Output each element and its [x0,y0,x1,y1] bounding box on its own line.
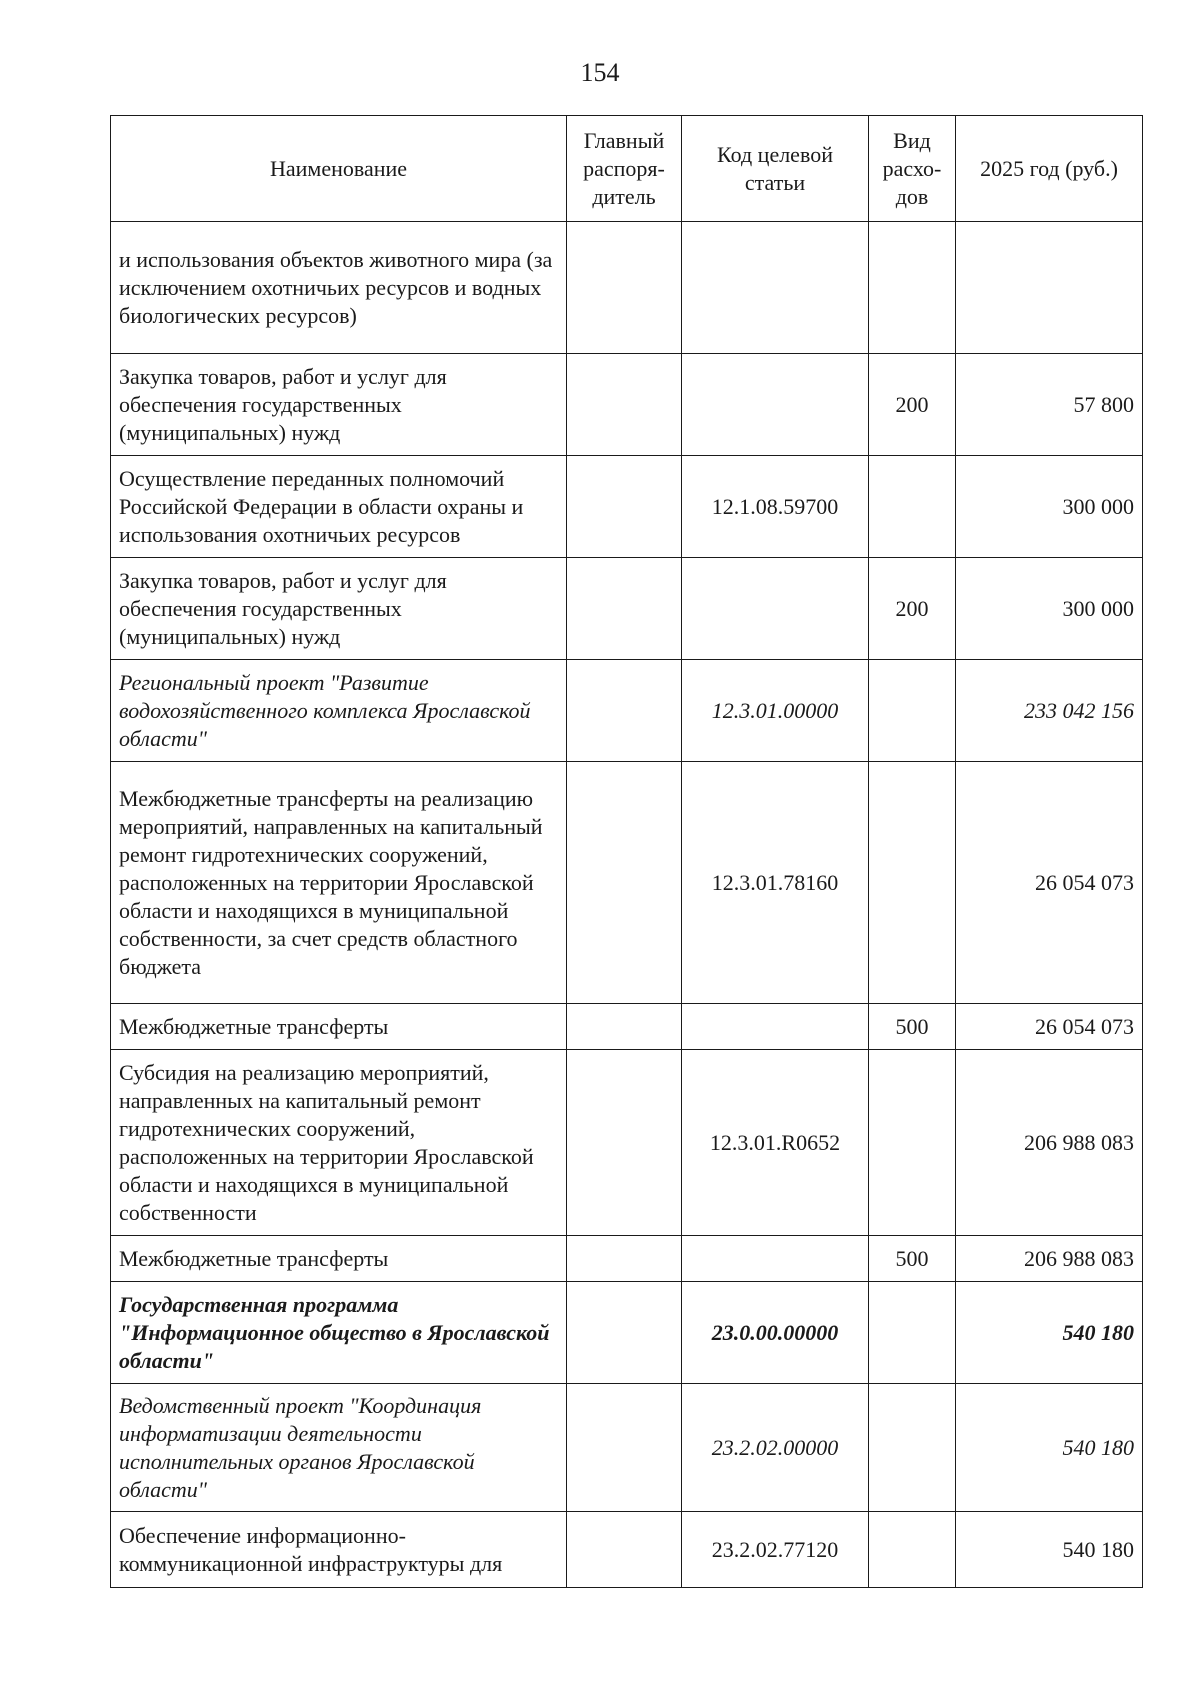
type-cell [869,1512,956,1588]
manager-cell [567,1050,682,1236]
name-cell: Региональный проект "Развитие водохозяйственного комплекса Ярославской области" [111,660,567,762]
manager-cell [567,354,682,456]
name-cell: Обеспечение информационно-коммуникационной инфраструктуры для [111,1512,567,1588]
table-row [111,1282,1143,1384]
table-row [111,1050,1143,1236]
header-manager: Главный распоря-дитель [567,116,682,222]
type-cell: 500 [869,1236,956,1282]
name-cell: Ведомственный проект "Координация информатизации деятельности исполнительных органов Ярославской области" [111,1384,567,1512]
header-amount: 2025 год (руб.) [956,116,1143,222]
header-name: Наименование [111,116,567,222]
name-cell: Межбюджетные трансферты на реализацию мероприятий, направленных на капитальный ремонт гидротехнических сооружений, расположенных на территории Ярославской области и находящихся в муниципальной собственности, за счет средств областного бюджета [111,762,567,1004]
type-cell [869,222,956,354]
name-cell: Закупка товаров, работ и услуг для обеспечения государственных (муниципальных) нужд [111,558,567,660]
manager-cell [567,222,682,354]
code-cell [682,354,869,456]
code-cell: 23.2.02.77120 [682,1512,869,1588]
code-cell [682,558,869,660]
manager-cell [567,1512,682,1588]
table-row [111,762,1143,1004]
manager-cell [567,456,682,558]
code-cell: 23.0.00.00000 [682,1282,869,1384]
amount-cell: 300 000 [956,558,1143,660]
type-cell [869,1050,956,1236]
manager-cell [567,1236,682,1282]
manager-cell [567,762,682,1004]
table-row [111,660,1143,762]
table-row [111,558,1143,660]
amount-cell: 540 180 [956,1512,1143,1588]
table-header [111,116,1143,222]
amount-cell: 540 180 [956,1282,1143,1384]
code-cell [682,1004,869,1050]
amount-cell: 540 180 [956,1384,1143,1512]
name-cell: Межбюджетные трансферты [111,1236,567,1282]
table-row [111,1236,1143,1282]
manager-cell [567,1384,682,1512]
name-cell: Закупка товаров, работ и услуг для обеспечения государственных (муниципальных) нужд [111,354,567,456]
budget-table [110,115,1143,1588]
code-cell: 12.3.01.R0652 [682,1050,869,1236]
page-number: 154 [580,58,620,87]
header-code: Код целевой статьи [682,116,869,222]
name-cell: Межбюджетные трансферты [111,1004,567,1050]
name-cell: Осуществление переданных полномочий Российской Федерации в области охраны и использования охотничьих ресурсов [111,456,567,558]
table-row [111,222,1143,354]
type-cell: 500 [869,1004,956,1050]
amount-cell: 26 054 073 [956,1004,1143,1050]
code-cell: 12.1.08.59700 [682,456,869,558]
type-cell [869,1282,956,1384]
amount-cell [956,222,1143,354]
type-cell: 200 [869,354,956,456]
name-cell: Государственная программа "Информационное общество в Ярославской области" [111,1282,567,1384]
type-cell [869,456,956,558]
name-cell: Субсидия на реализацию мероприятий, направленных на капитальный ремонт гидротехнических сооружений, расположенных на территории Ярославской области и находящихся в муниципальной собственности [111,1050,567,1236]
amount-cell: 206 988 083 [956,1050,1143,1236]
manager-cell [567,558,682,660]
amount-cell: 26 054 073 [956,762,1143,1004]
code-cell: 12.3.01.00000 [682,660,869,762]
amount-cell: 300 000 [956,456,1143,558]
type-cell [869,762,956,1004]
table-body [111,222,1143,1588]
table-row [111,1512,1143,1588]
table-row [111,456,1143,558]
name-cell: и использования объектов животного мира (за исключением охотничьих ресурсов и водных биологических ресурсов) [111,222,567,354]
amount-cell: 57 800 [956,354,1143,456]
type-cell [869,660,956,762]
code-cell [682,1236,869,1282]
table-row [111,354,1143,456]
manager-cell [567,1282,682,1384]
code-cell: 12.3.01.78160 [682,762,869,1004]
code-cell: 23.2.02.00000 [682,1384,869,1512]
header-type: Вид расхо-дов [869,116,956,222]
manager-cell [567,660,682,762]
code-cell [682,222,869,354]
amount-cell: 206 988 083 [956,1236,1143,1282]
table-row [111,1004,1143,1050]
type-cell: 200 [869,558,956,660]
amount-cell: 233 042 156 [956,660,1143,762]
manager-cell [567,1004,682,1050]
type-cell [869,1384,956,1512]
table-row [111,1384,1143,1512]
